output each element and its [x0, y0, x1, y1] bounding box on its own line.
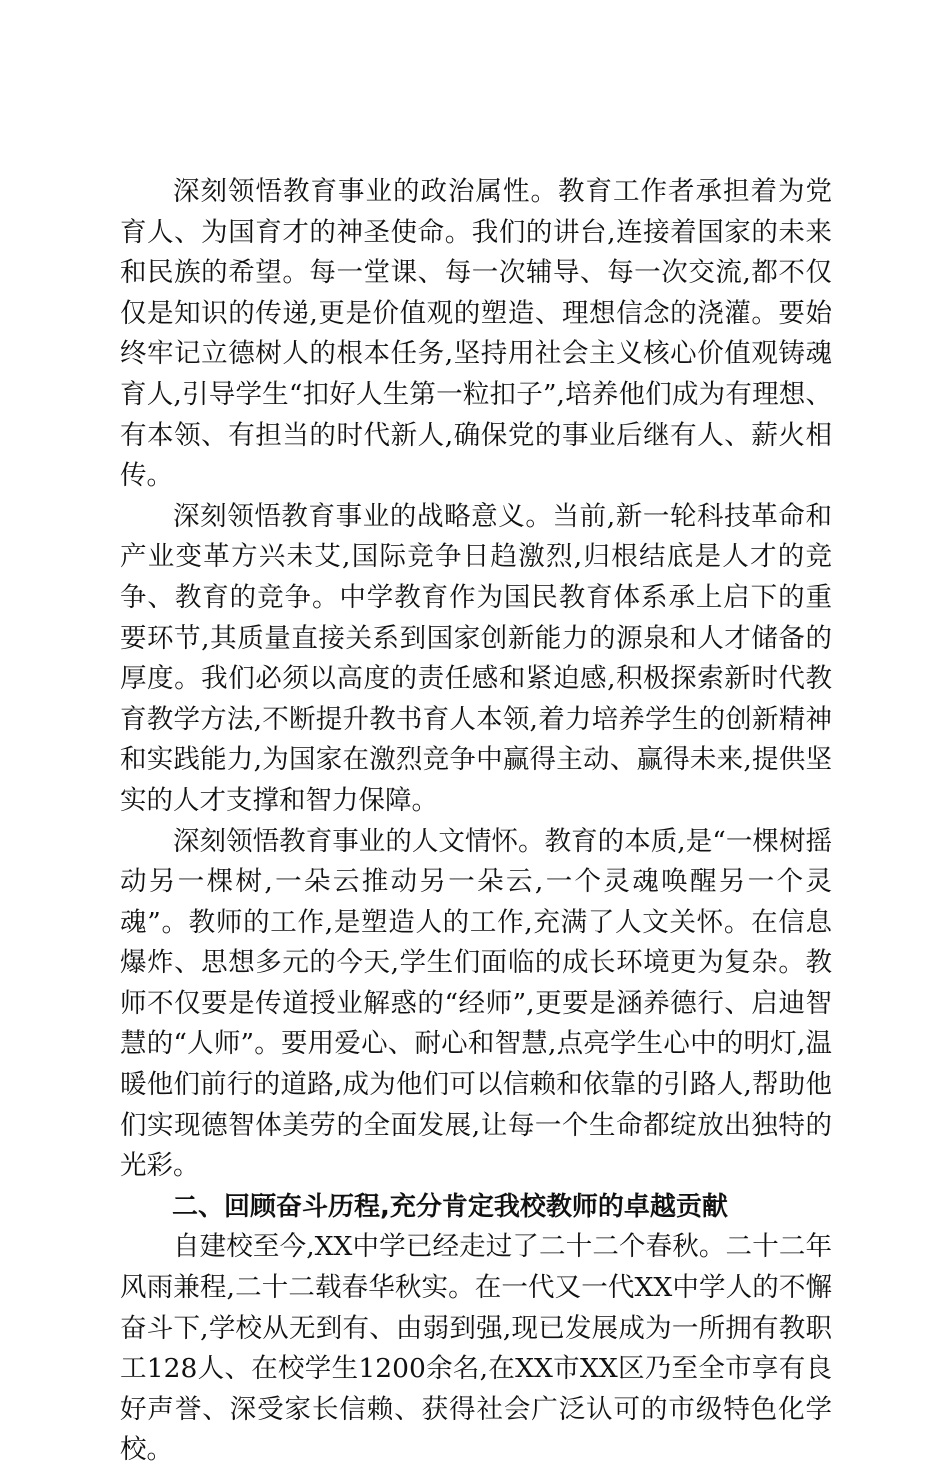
paragraph-school-history: 自建校至今,XX中学已经走过了二十二个春秋。二十二年风雨兼程,二十二载春华秋实。在一代又一代XX中学人的不懈奋斗下,学校从无到有、由弱到强,现已发展成为一所拥有教职工128人、在校学生1200余名,在XX市XX区乃至全市享有良好声誉、深受家长信赖、获得社会广泛认可的市级特色化学校。 — [120, 1231, 832, 1466]
paragraph-political-attribute: 深刻领悟教育事业的政治属性。教育工作者承担着为党育人、为国育才的神圣使命。我们的讲台,连接着国家的未来和民族的希望。每一堂课、每一次辅导、每一次交流,都不仅仅是知识的传递,更是价值观的塑造、理想信念的浇灌。要始终牢记立德树人的根本任务,坚持用社会主义核心价值观铸魂育人,引导学生“扣好人生第一粒扣子”,培养他们成为有理想、有本领、有担当的时代新人,确保党的事业后继有人、薪火相传。 — [120, 176, 832, 492]
paragraph-strategic-significance: 深刻领悟教育事业的战略意义。当前,新一轮科技革命和产业变革方兴未艾,国际竞争日趋激烈,归根结底是人才的竞争、教育的竞争。中学教育作为国民教育体系承上启下的重要环节,其质量直接关系到国家创新能力的源泉和人才储备的厚度。我们必须以高度的责任感和紧迫感,积极探索新时代教育教学方法,不断提升教书育人本领,着力培养学生的创新精神和实践能力,为国家在激烈竞争中赢得主动、赢得未来,提供坚实的人才支撑和智力保障。 — [120, 500, 832, 816]
document-body — [120, 172, 832, 1471]
section-heading: 二、回顾奋斗历程,充分肯定我校教师的卓越贡献 — [172, 1191, 728, 1222]
paragraph-humanistic-care: 深刻领悟教育事业的人文情怀。教育的本质,是“一棵树摇动另一棵树,一朵云推动另一朵云,一个灵魂唤醒另一个灵魂”。教师的工作,是塑造人的工作,充满了人文关怀。在信息爆炸、思想多元的今天,学生们面临的成长环境更为复杂。教师不仅要是传道授业解惑的“经师”,更要是涵养德行、启迪智慧的“人师”。要用爱心、耐心和智慧,点亮学生心中的明灯,温暖他们前行的道路,成为他们可以信赖和依靠的引路人,帮助他们实现德智体美劳的全面发展,让每一个生命都绽放出独特的光彩。 — [120, 825, 832, 1182]
